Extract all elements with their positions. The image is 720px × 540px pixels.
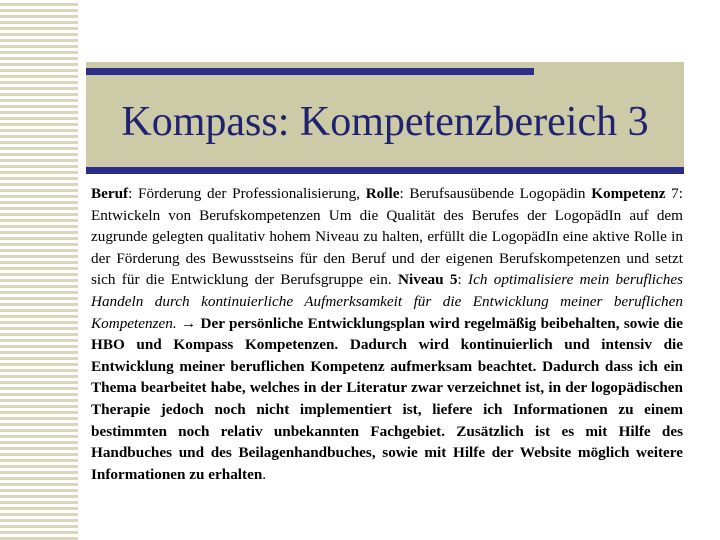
title-top-rule [86,68,534,75]
label-kompetenz: Kompetenz [591,185,666,202]
left-stripe-decoration [0,0,78,540]
text-niveau-sep: : [457,271,469,289]
text-beruf: : Förderung der Professionalisierung, [128,185,366,202]
text-end-period: . [262,465,267,483]
arrow-glyph: → [176,314,201,332]
label-rolle: Rolle [365,185,400,202]
label-beruf: Beruf [91,185,129,202]
text-entwicklungsplan: Der persönliche Entwicklungsplan wird regelmäßig beibehalten, sowie die HBO und Kompass Kompetenzen. Dadurch wird kontinuierlich und intensiv die Entwicklung meiner beruflichen Kompetenz aufmerksam beachtet. Dadurch dass ich ein Thema bearbeitet habe, welches in der Literatur zwar verzeichnet ist, in der logopädischen Therapie jedoch noch nicht implementiert ist, liefere ich Informationen zu einem bestimmten noch relativ unbekannten Fachgebiet. Zusätzlich ist es mit Hilfe des Handbuches und des Beilagenhandbuches, sowie mit Hilfe der Website möglich weitere Informationen zu erhalten [91,314,684,483]
text-kompetenz: 7: Entwickeln von Berufskompetenzen Um die Qualität des Berufes der LogopädIn auf dem zugrunde gelegten qualitativ hohem Niveau zu halten, erfüllt die LogopädIn eine aktive Rolle in der Förderung des Bewusstseins für den Beruf und der eigenen Berufskompetenzen und setzt sich für die Entwicklung der Berufsgruppe ein. [91,185,683,289]
text-rolle: : Berufsausübende Logopädin [399,185,592,202]
label-niveau: Niveau 5 [398,271,458,289]
slide-body-text [91,183,683,485]
slide-title: Kompass: Kompetenzbereich 3 [121,99,649,145]
title-bottom-rule [86,167,684,174]
text-niveau-italic: Ich optimalisiere mein berufliches Handeln durch kontinuierliche Aufmerksamkeit für die Entwicklung meiner beruflichen Kompetenzen. [91,271,683,332]
